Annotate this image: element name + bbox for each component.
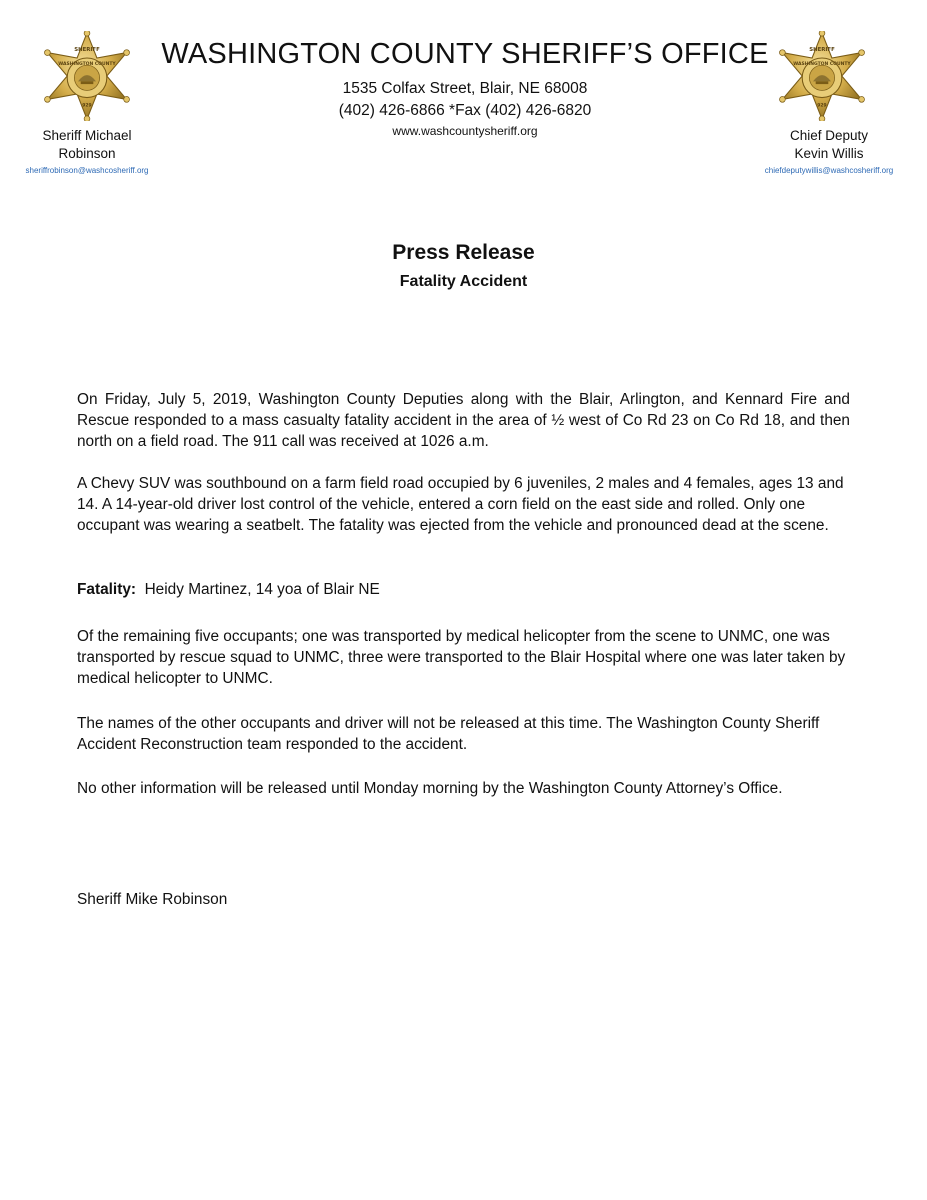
agency-address: 1535 Colfax Street, Blair, NE 68008: [342, 80, 588, 97]
body-paragraph-5: [77, 778, 850, 799]
sheriff-star-badge-icon: [42, 31, 132, 121]
agency-phone-fax: (402) 426-6866 *Fax (402) 426-6820: [338, 102, 592, 119]
agency-name: WASHINGTON COUNTY SHERIFF’S OFFICE: [161, 38, 769, 70]
fatality-label: Fatality:: [77, 581, 137, 598]
svg-text:929: 929: [817, 103, 827, 109]
agency-header: [150, 36, 780, 140]
body-paragraph-3: [77, 626, 850, 689]
release-heading: [0, 238, 927, 294]
svg-text:929: 929: [82, 103, 92, 109]
signature: [77, 889, 850, 910]
chief-deputy-email-link[interactable]: chiefdeputywillis@washcosheriff.org: [764, 166, 894, 175]
sheriff-title-line2: Robinson: [58, 146, 116, 161]
release-title: Press Release: [392, 241, 535, 264]
paragraph-text: The names of the other occupants and driver will not be released at this time. The Washington County Sheriff Accident Reconstruction team responded to the accident.: [77, 715, 820, 753]
paragraph-text: On Friday, July 5, 2019, Washington County Deputies along with the Blair, Arlington, and Kennard Fire and Rescue responded to a mass casualty fatality accident in the area of ½ west of Co Rd 23 on Co Rd 18, and then north on a field road. The 911 call was received at 1026 a.m.: [77, 391, 850, 450]
svg-text:SHERIFF: SHERIFF: [74, 46, 100, 53]
body-paragraph-2: [77, 473, 850, 536]
signature-text: Sheriff Mike Robinson: [77, 891, 228, 908]
sheriff-title-line1: Sheriff Michael: [42, 128, 132, 143]
svg-text:WASHINGTON COUNTY: WASHINGTON COUNTY: [58, 62, 116, 68]
paragraph-text: A Chevy SUV was southbound on a farm field road occupied by 6 juveniles, 2 males and 4 females, ages 13 and 14. A 14-year-old driver lost control of the vehicle, entered a corn field on the east side and rolled. Only one occupant was wearing a seatbelt. The fatality was ejected from the vehicle and pronounced dead at the scene.: [77, 475, 844, 534]
release-subtitle: Fatality Accident: [399, 273, 528, 290]
sheriff-star-badge-icon: [777, 31, 867, 121]
sheriff-email-link[interactable]: sheriffrobinson@washcosheriff.org: [25, 166, 149, 175]
agency-website-link[interactable]: www.washcountysheriff.org: [392, 124, 538, 138]
body-paragraph-1: [77, 389, 850, 452]
svg-text:WASHINGTON COUNTY: WASHINGTON COUNTY: [793, 62, 851, 68]
fatality-value: Heidy Martinez, 14 yoa of Blair NE: [136, 581, 380, 598]
body-paragraph-4: [77, 713, 850, 755]
paragraph-text: No other information will be released until Monday morning by the Washington County Attorney’s Office.: [77, 780, 783, 797]
chief-deputy-title-line1: Chief Deputy: [789, 128, 869, 143]
svg-text:SHERIFF: SHERIFF: [809, 46, 835, 53]
chief-deputy-title-line2: Kevin Willis: [794, 146, 864, 161]
paragraph-text: Of the remaining five occupants; one was transported by medical helicopter from the scene to UNMC, one was transported by rescue squad to UNMC, three were transported to the Blair Hospital where one was later taken by medical helicopter to UNMC.: [77, 628, 846, 687]
fatality-line: [77, 579, 850, 600]
